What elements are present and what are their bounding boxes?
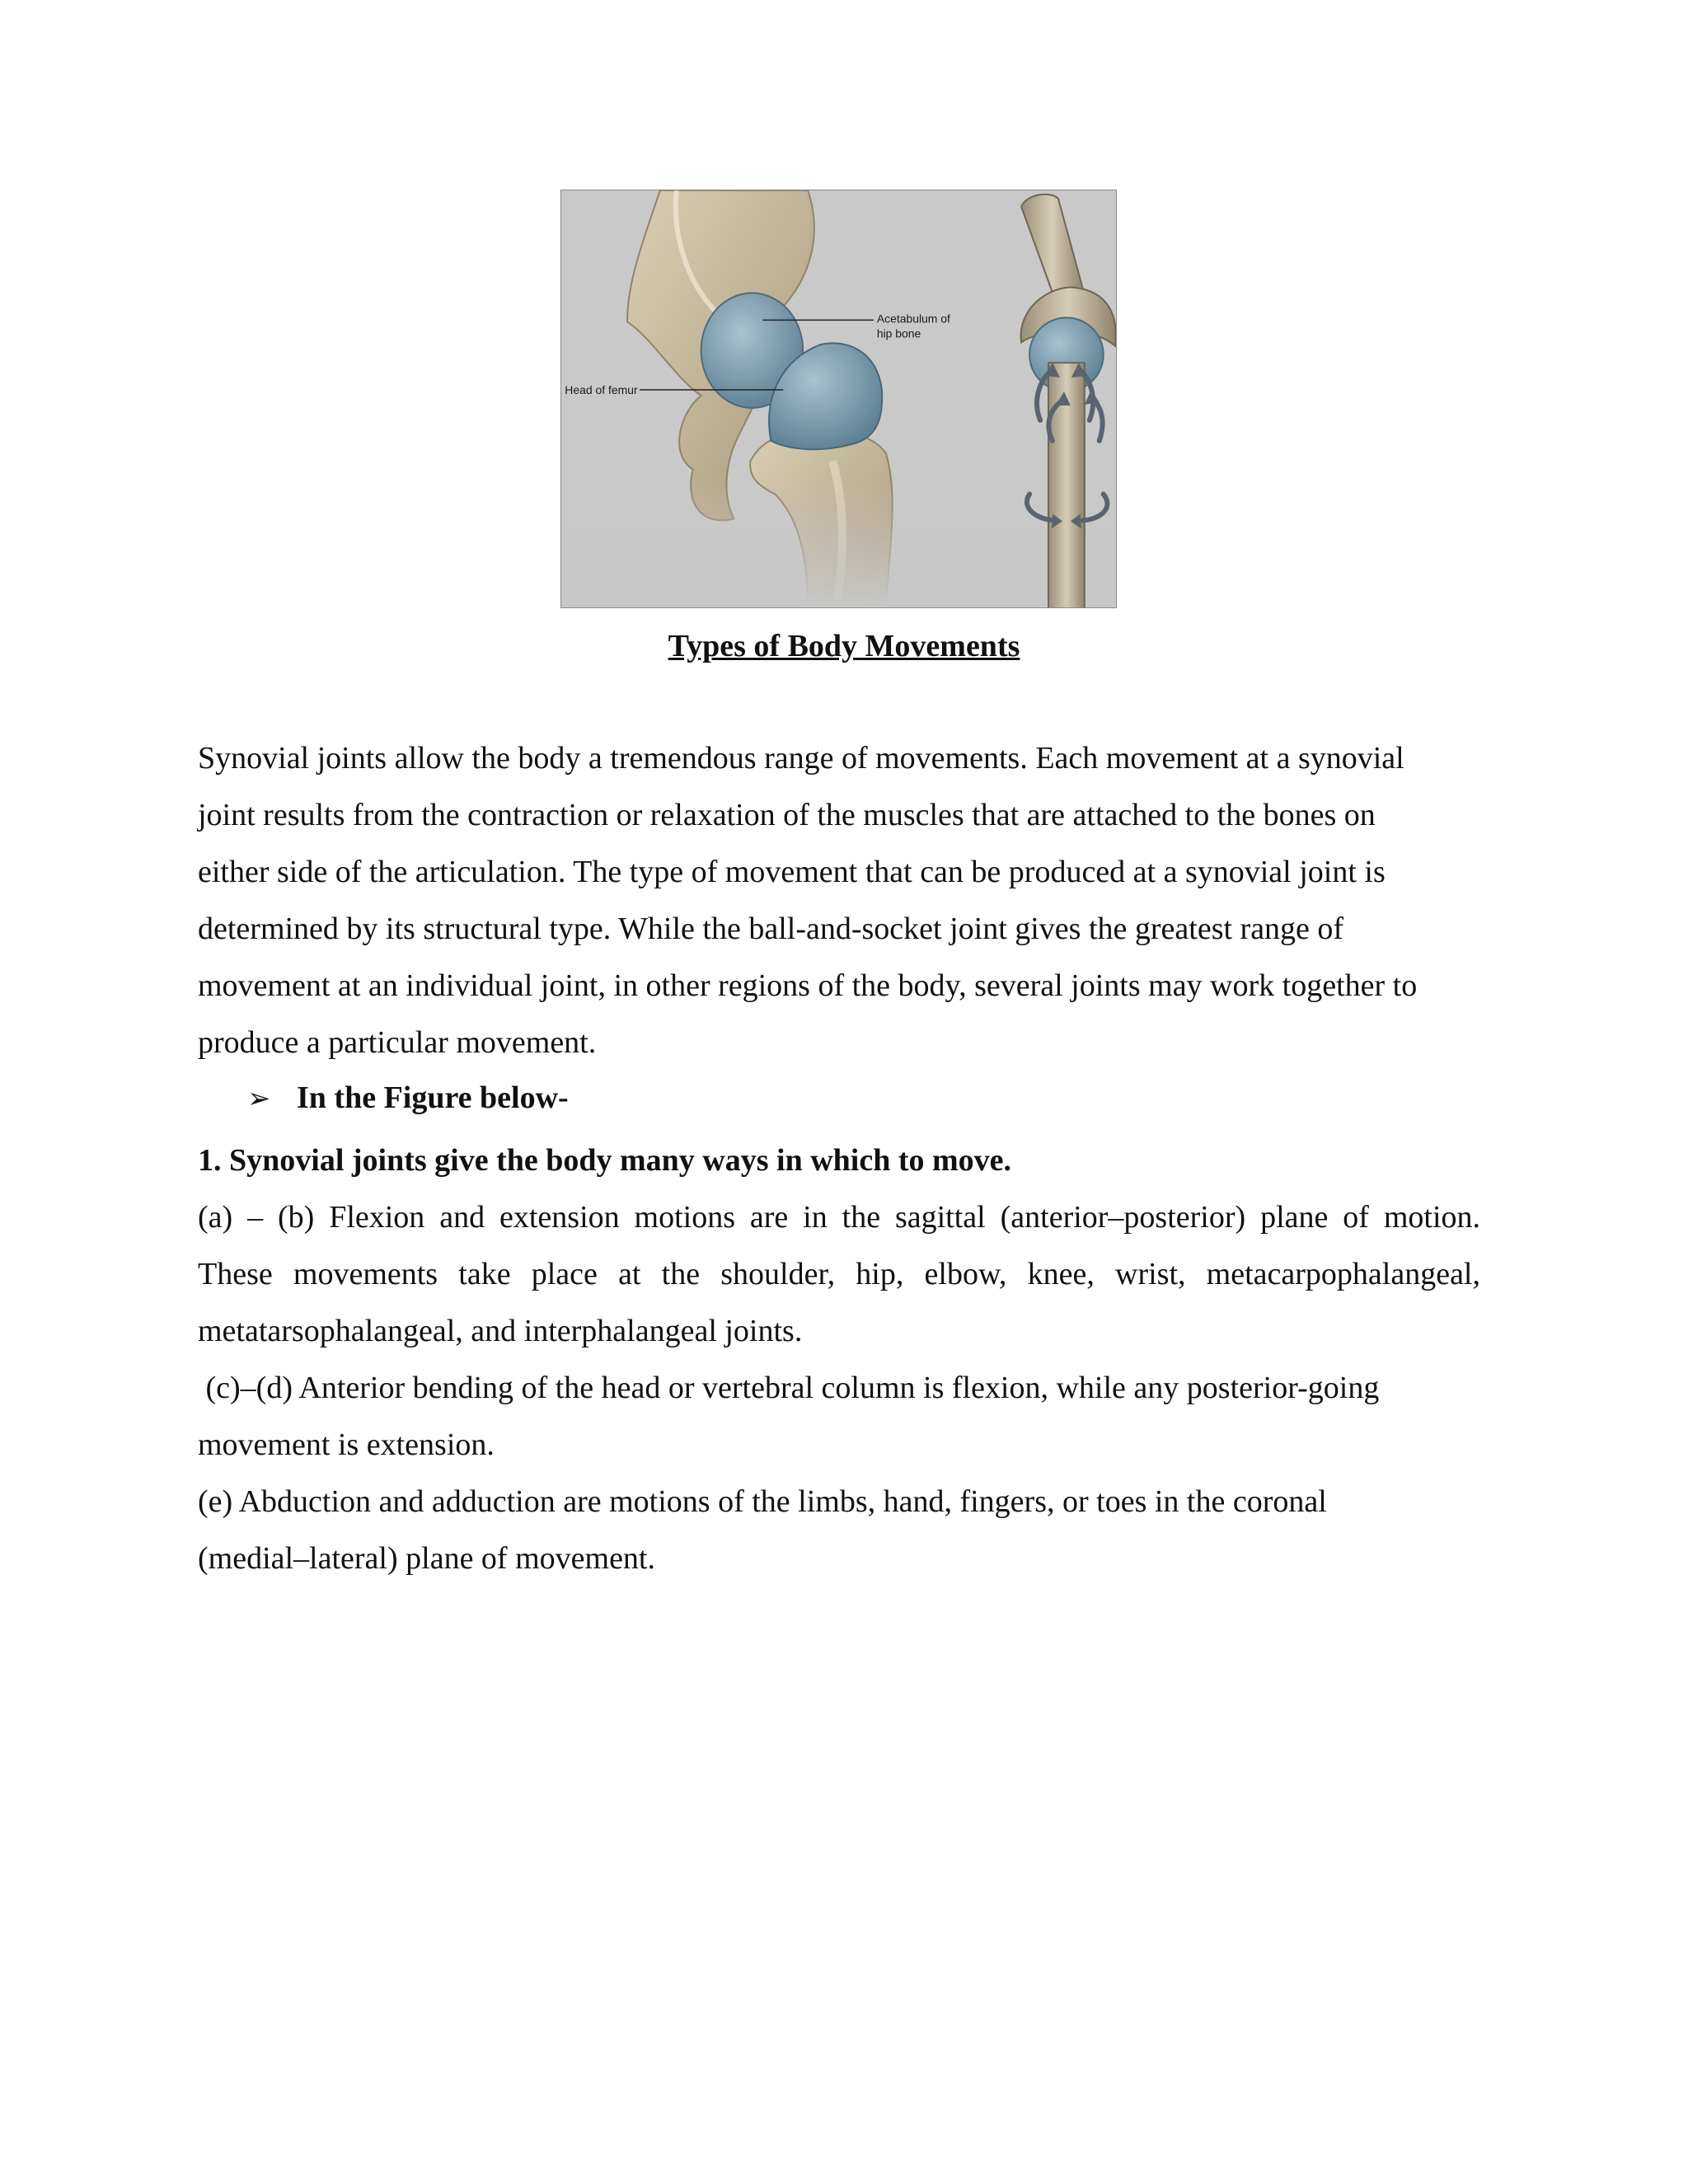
intro-line-5: movement at an individual joint, in other regions of the body, several joints may work together to <box>198 968 1418 1003</box>
section-title: Types of Body Movements <box>668 629 1020 663</box>
intro-line-1: Synovial joints allow the body a tremendous range of movements. Each movement at a synovial <box>198 741 1404 776</box>
intro-line-4: determined by its structural type. While the ball-and-socket joint gives the greatest range of <box>198 912 1344 946</box>
intro-line-3: either side of the articulation. The type of movement that can be produced at a synovial joint is <box>198 855 1386 889</box>
heading-1: 1. Synovial joints give the body many ways in which to move. <box>198 1143 1012 1178</box>
label-acetabulum-1: Acetabulum of <box>876 312 950 326</box>
intro-line-2: joint results from the contraction or relaxation of the muscles that are attached to the bones on <box>198 798 1376 832</box>
bullet-item <box>247 1078 569 1118</box>
hip-joint-illustration <box>560 190 1117 608</box>
para-ab-line-2: These movements take place at the shoulder, hip, elbow, knee, wrist, metacarpophalangeal, <box>198 1257 1480 1291</box>
para-cd-line-2: movement is extension. <box>198 1427 495 1462</box>
label-head-of-femur: Head of femur <box>565 383 638 397</box>
para-e-line-2: (medial–lateral) plane of movement. <box>198 1541 655 1576</box>
para-ab-line-3: metatarsophalangeal, and interphalangeal joints. <box>198 1314 803 1348</box>
para-e-line-1: (e) Abduction and adduction are motions of the limbs, hand, fingers, or toes in the coronal <box>198 1484 1327 1519</box>
bullet-text: In the Figure below- <box>297 1080 569 1115</box>
para-cd-line-1: (c)–(d) Anterior bending of the head or vertebral column is flexion, while any posterior-going <box>198 1371 1380 1405</box>
arrow-bullet-icon: ➢ <box>247 1082 271 1115</box>
label-acetabulum-2: hip bone <box>876 326 921 340</box>
para-ab-line-1: (a) – (b) Flexion and extension motions are in the sagittal (anterior–posterior) plane of motion. <box>198 1200 1480 1235</box>
intro-line-6: produce a particular movement. <box>198 1025 597 1060</box>
